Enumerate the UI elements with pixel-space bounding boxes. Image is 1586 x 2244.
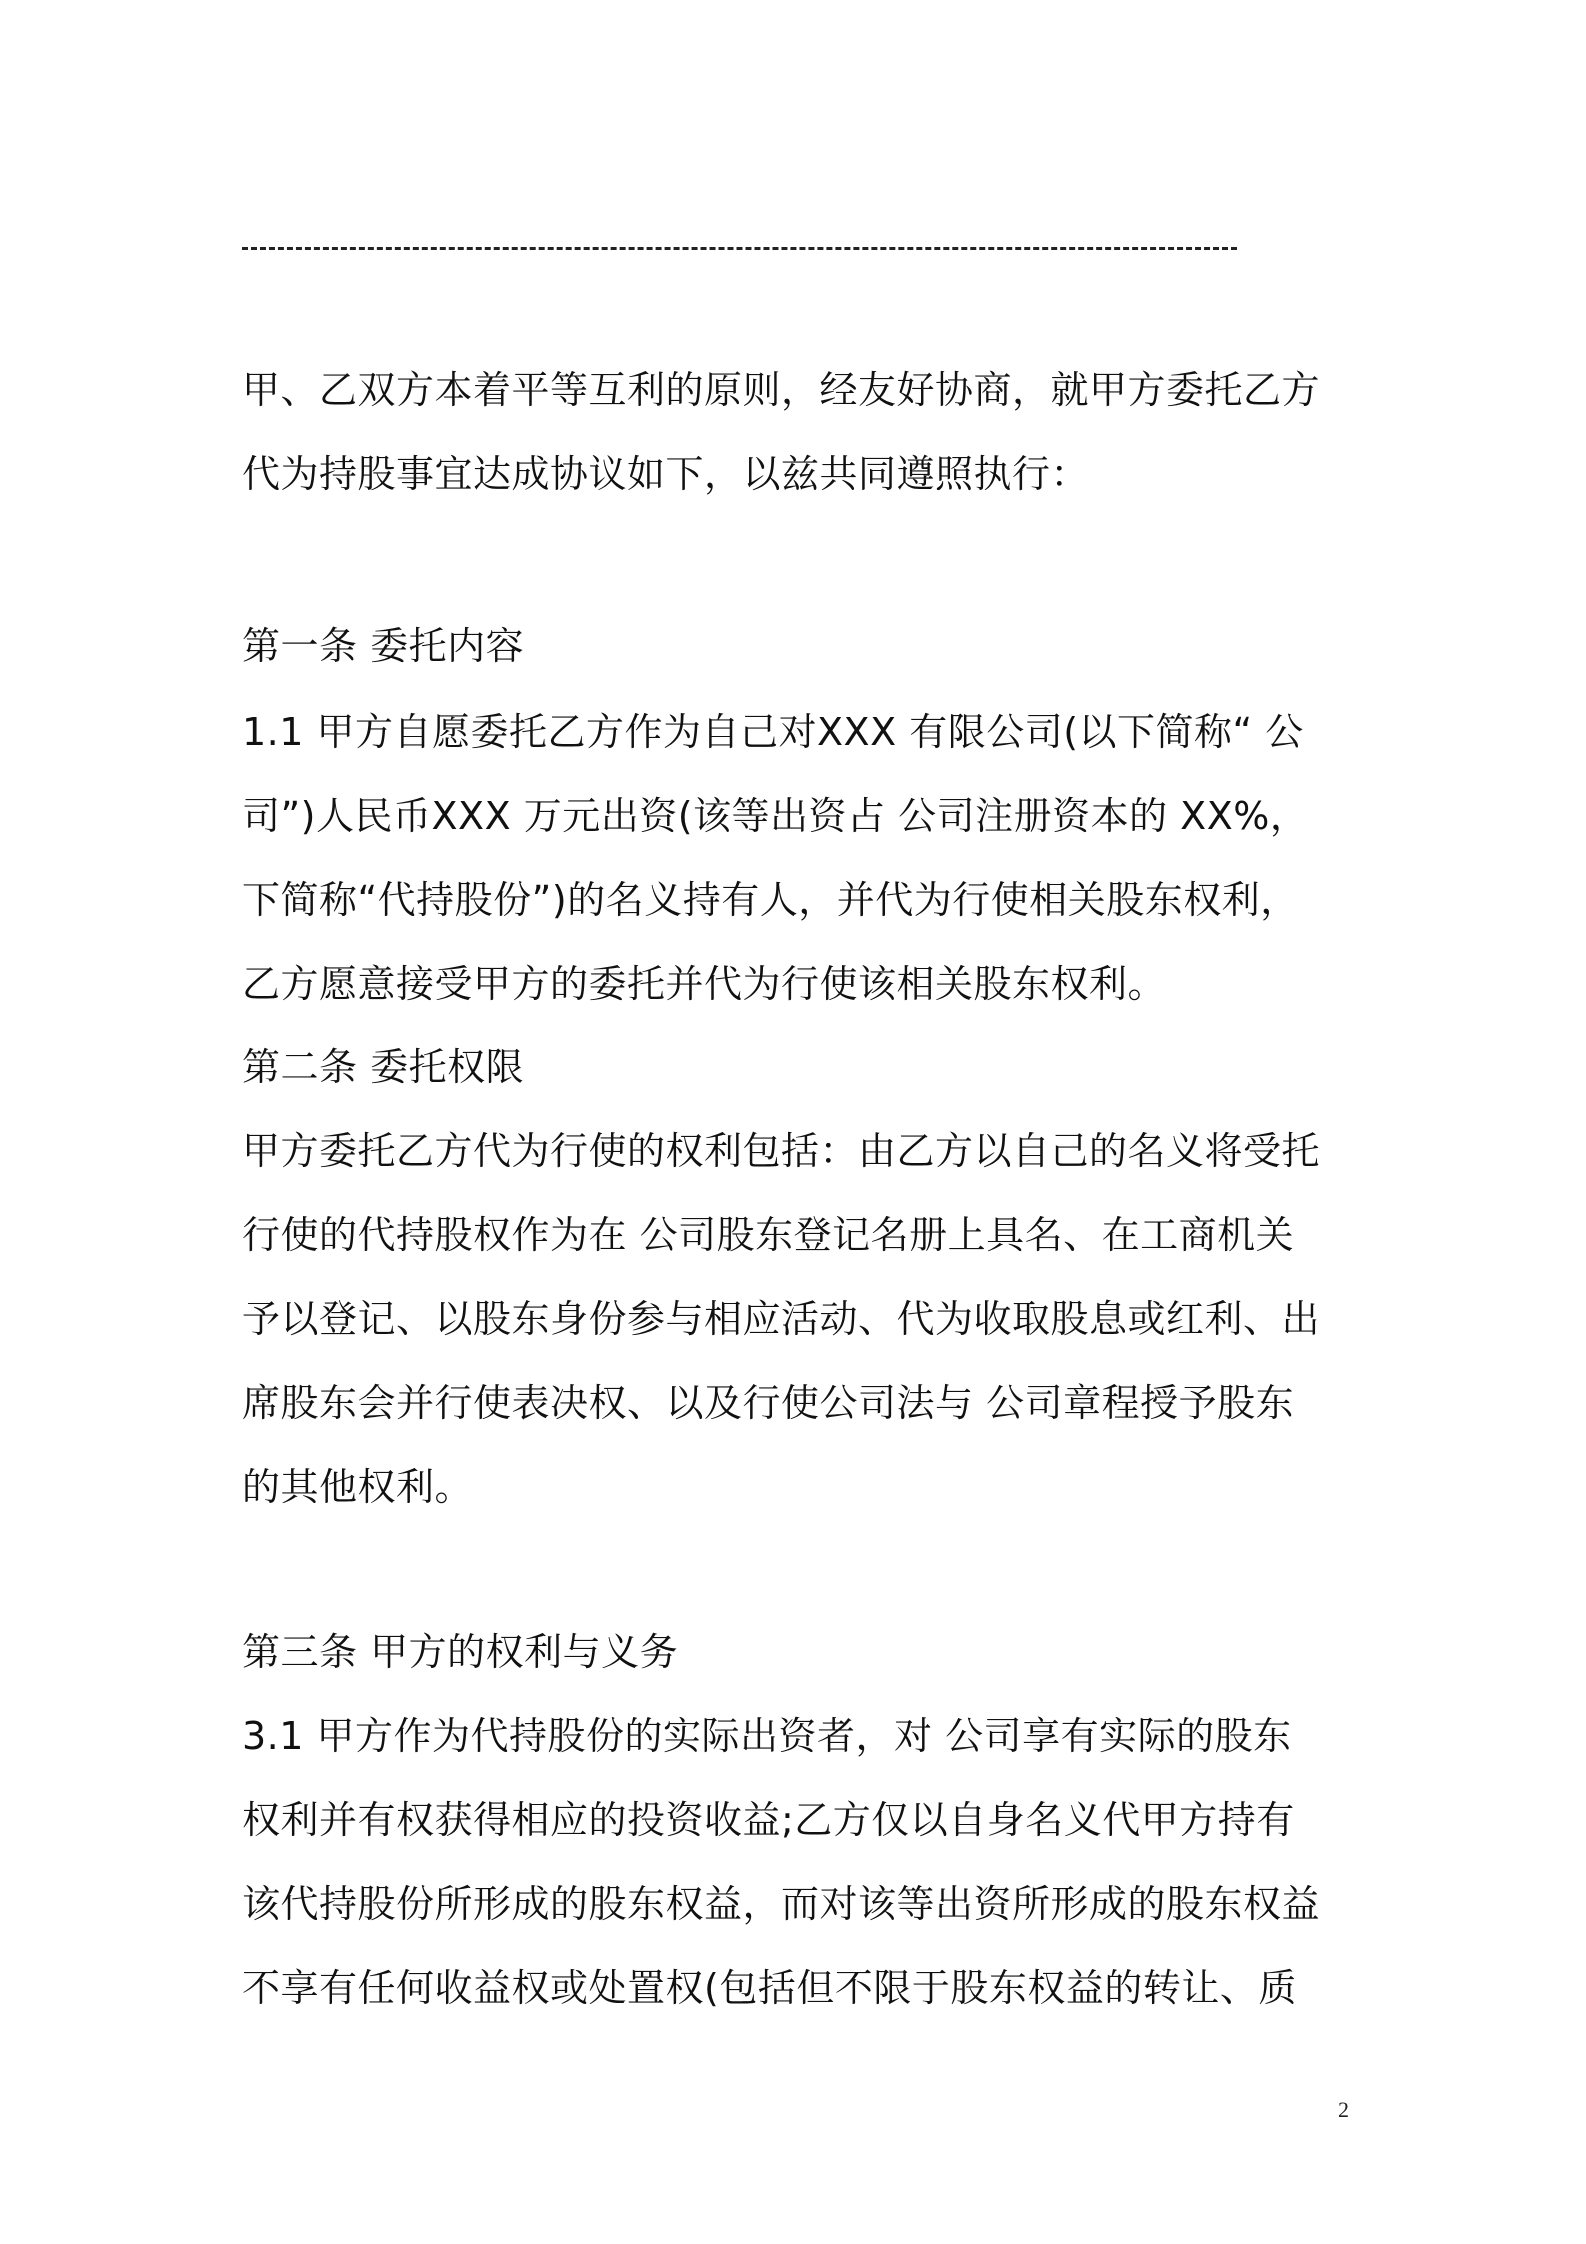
article-3-line-1: 3.1 甲方作为代持股份的实际出资者，对 公司享有实际的股东 xyxy=(242,1714,1292,1758)
article-3-line-2: 权利并有权获得相应的投资收益;乙方仅以自身名义代甲方持有 xyxy=(242,1798,1295,1842)
article-1-line-2: 司”)人民币XXX 万元出资(该等出资占 公司注册资本的 XX%， xyxy=(242,794,1309,838)
article-3-line-3: 该代持股份所形成的股东权益，而对该等出资所形成的股东权益 xyxy=(242,1882,1321,1926)
article-1-line-3: 下简称“代持股份”)的名义持有人，并代为行使相关股东权利， xyxy=(242,878,1299,922)
page-number: 2 xyxy=(1338,2097,1349,2122)
article-2-line-3: 予以登记、以股东身份参与相应活动、代为收取股息或红利、出 xyxy=(242,1297,1321,1341)
article-2-line-1: 甲方委托乙方代为行使的权利包括：由乙方以自己的名义将受托 xyxy=(242,1129,1321,1173)
article-1-heading: 第一条 委托内容 xyxy=(242,624,525,668)
article-2-heading: 第二条 委托权限 xyxy=(242,1045,525,1089)
article-1-line-1: 1.1 甲方自愿委托乙方作为自己对XXX 有限公司(以下简称“ 公 xyxy=(242,710,1304,754)
article-3-line-4: 不享有任何收益权或处置权(包括但不限于股东权益的转让、质 xyxy=(242,1966,1297,2010)
article-3-heading: 第三条 甲方的权利与义务 xyxy=(242,1630,679,1674)
intro-line-1: 甲、乙双方本着平等互利的原则，经友好协商，就甲方委托乙方 xyxy=(242,368,1321,412)
article-1-line-4: 乙方愿意接受甲方的委托并代为行使该相关股东权利。 xyxy=(242,962,1167,1006)
intro-line-2: 代为持股事宜达成协议如下，以兹共同遵照执行： xyxy=(242,452,1090,496)
blank-fill-line xyxy=(242,247,1237,250)
article-2-line-4: 席股东会并行使表决权、以及行使公司法与 公司章程授予股东 xyxy=(242,1381,1295,1425)
article-2-line-5: 的其他权利。 xyxy=(242,1465,474,1509)
article-2-line-2: 行使的代持股权作为在 公司股东登记名册上具名、在工商机关 xyxy=(242,1213,1295,1257)
